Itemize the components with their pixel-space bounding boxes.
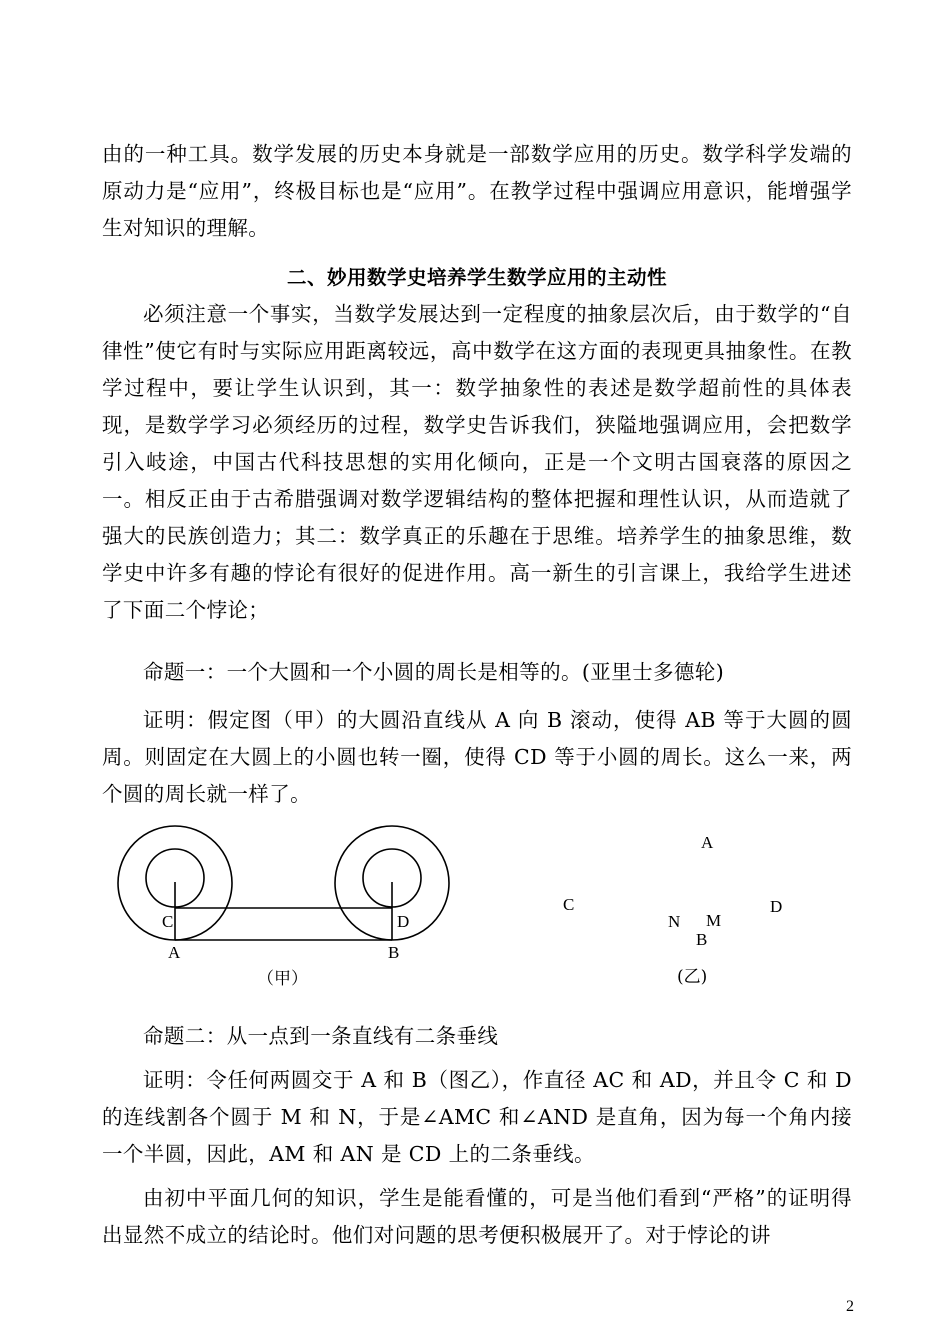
section-heading: 二、妙用数学史培养学生数学应用的主动性: [286, 266, 667, 289]
label-b-yi: B: [696, 930, 708, 949]
page-number: 2: [846, 1298, 854, 1315]
label-n-yi: N: [668, 912, 681, 931]
label-d: D: [397, 912, 410, 931]
label-c: C: [162, 912, 174, 931]
proposition-one: 命题一：一个大圆和一个小圆的周长是相等的。(亚里士多德轮): [143, 660, 725, 684]
label-d-yi: D: [770, 897, 783, 916]
paragraph-continuation: 由的一种工具。数学发展的历史本身就是一部数学应用的历史。数学科学发端的原动力是“应用”，终极目标也是“应用”。在教学过程中强调应用意识，能增强学生对知识的理解。: [102, 142, 852, 240]
label-a-yi: A: [701, 833, 714, 852]
label-a: A: [168, 943, 181, 962]
label-c-yi: C: [563, 895, 575, 914]
paragraph-body: 必须注意一个事实，当数学发展达到一定程度的抽象层次后，由于数学的“自律性”使它有时与实际应用距离较远，高中数学在这方面的表现更具抽象性。在教学过程中，要让学生认识到，其一：数学抽象性的表述是数学超前性的具体表现，是数学学习必须经历的过程，数学史告诉我们，狭隘地强调应用，会把数学引入岐途，中国古代科技思想的实用化倾向，正是一个文明古国衰落的原因之一。相反正由于古希腊强调对数学逻辑结构的整体把握和理性认识，从而造就了强大的民族创造力；其二：数学真正的乐趣在于思维。培养学生的抽象思维，数学史中许多有趣的悖论有很好的促进作用。高一新生的引言课上，我给学生进述了下面二个悖论；: [102, 302, 852, 622]
paragraph-closing: 由初中平面几何的知识，学生是能看懂的，可是当他们看到“严格”的证明得出显然不成立的结论时。他们对问题的思考便积极展开了。对于悖论的讲: [102, 1186, 852, 1247]
proposition-two: 命题二：从一点到一条直线有二条垂线: [143, 1024, 499, 1048]
caption-jia: （甲）: [257, 969, 308, 989]
label-b: B: [388, 943, 400, 962]
proof-two: 证明：令任何两圆交于 A 和 B（图乙），作直径 AC 和 AD，并且令 C 和 D 的连线割各个圆于 M 和 N，于是∠AMC 和∠AND 是直角，因为每一个角内接一个半圆，因此，AM 和 AN 是 CD 上的二条垂线。: [102, 1068, 852, 1166]
caption-yi: (乙): [677, 967, 708, 987]
proof-one: 证明：假定图（甲）的大圆沿直线从 A 向 B 滚动，使得 AB 等于大圆的圆周。则固定在大圆上的小圆也转一圈，使得 CD 等于小圆的周长。这么一来，两个圆的周长就一样了。: [102, 708, 852, 806]
label-m-yi: M: [706, 911, 722, 930]
